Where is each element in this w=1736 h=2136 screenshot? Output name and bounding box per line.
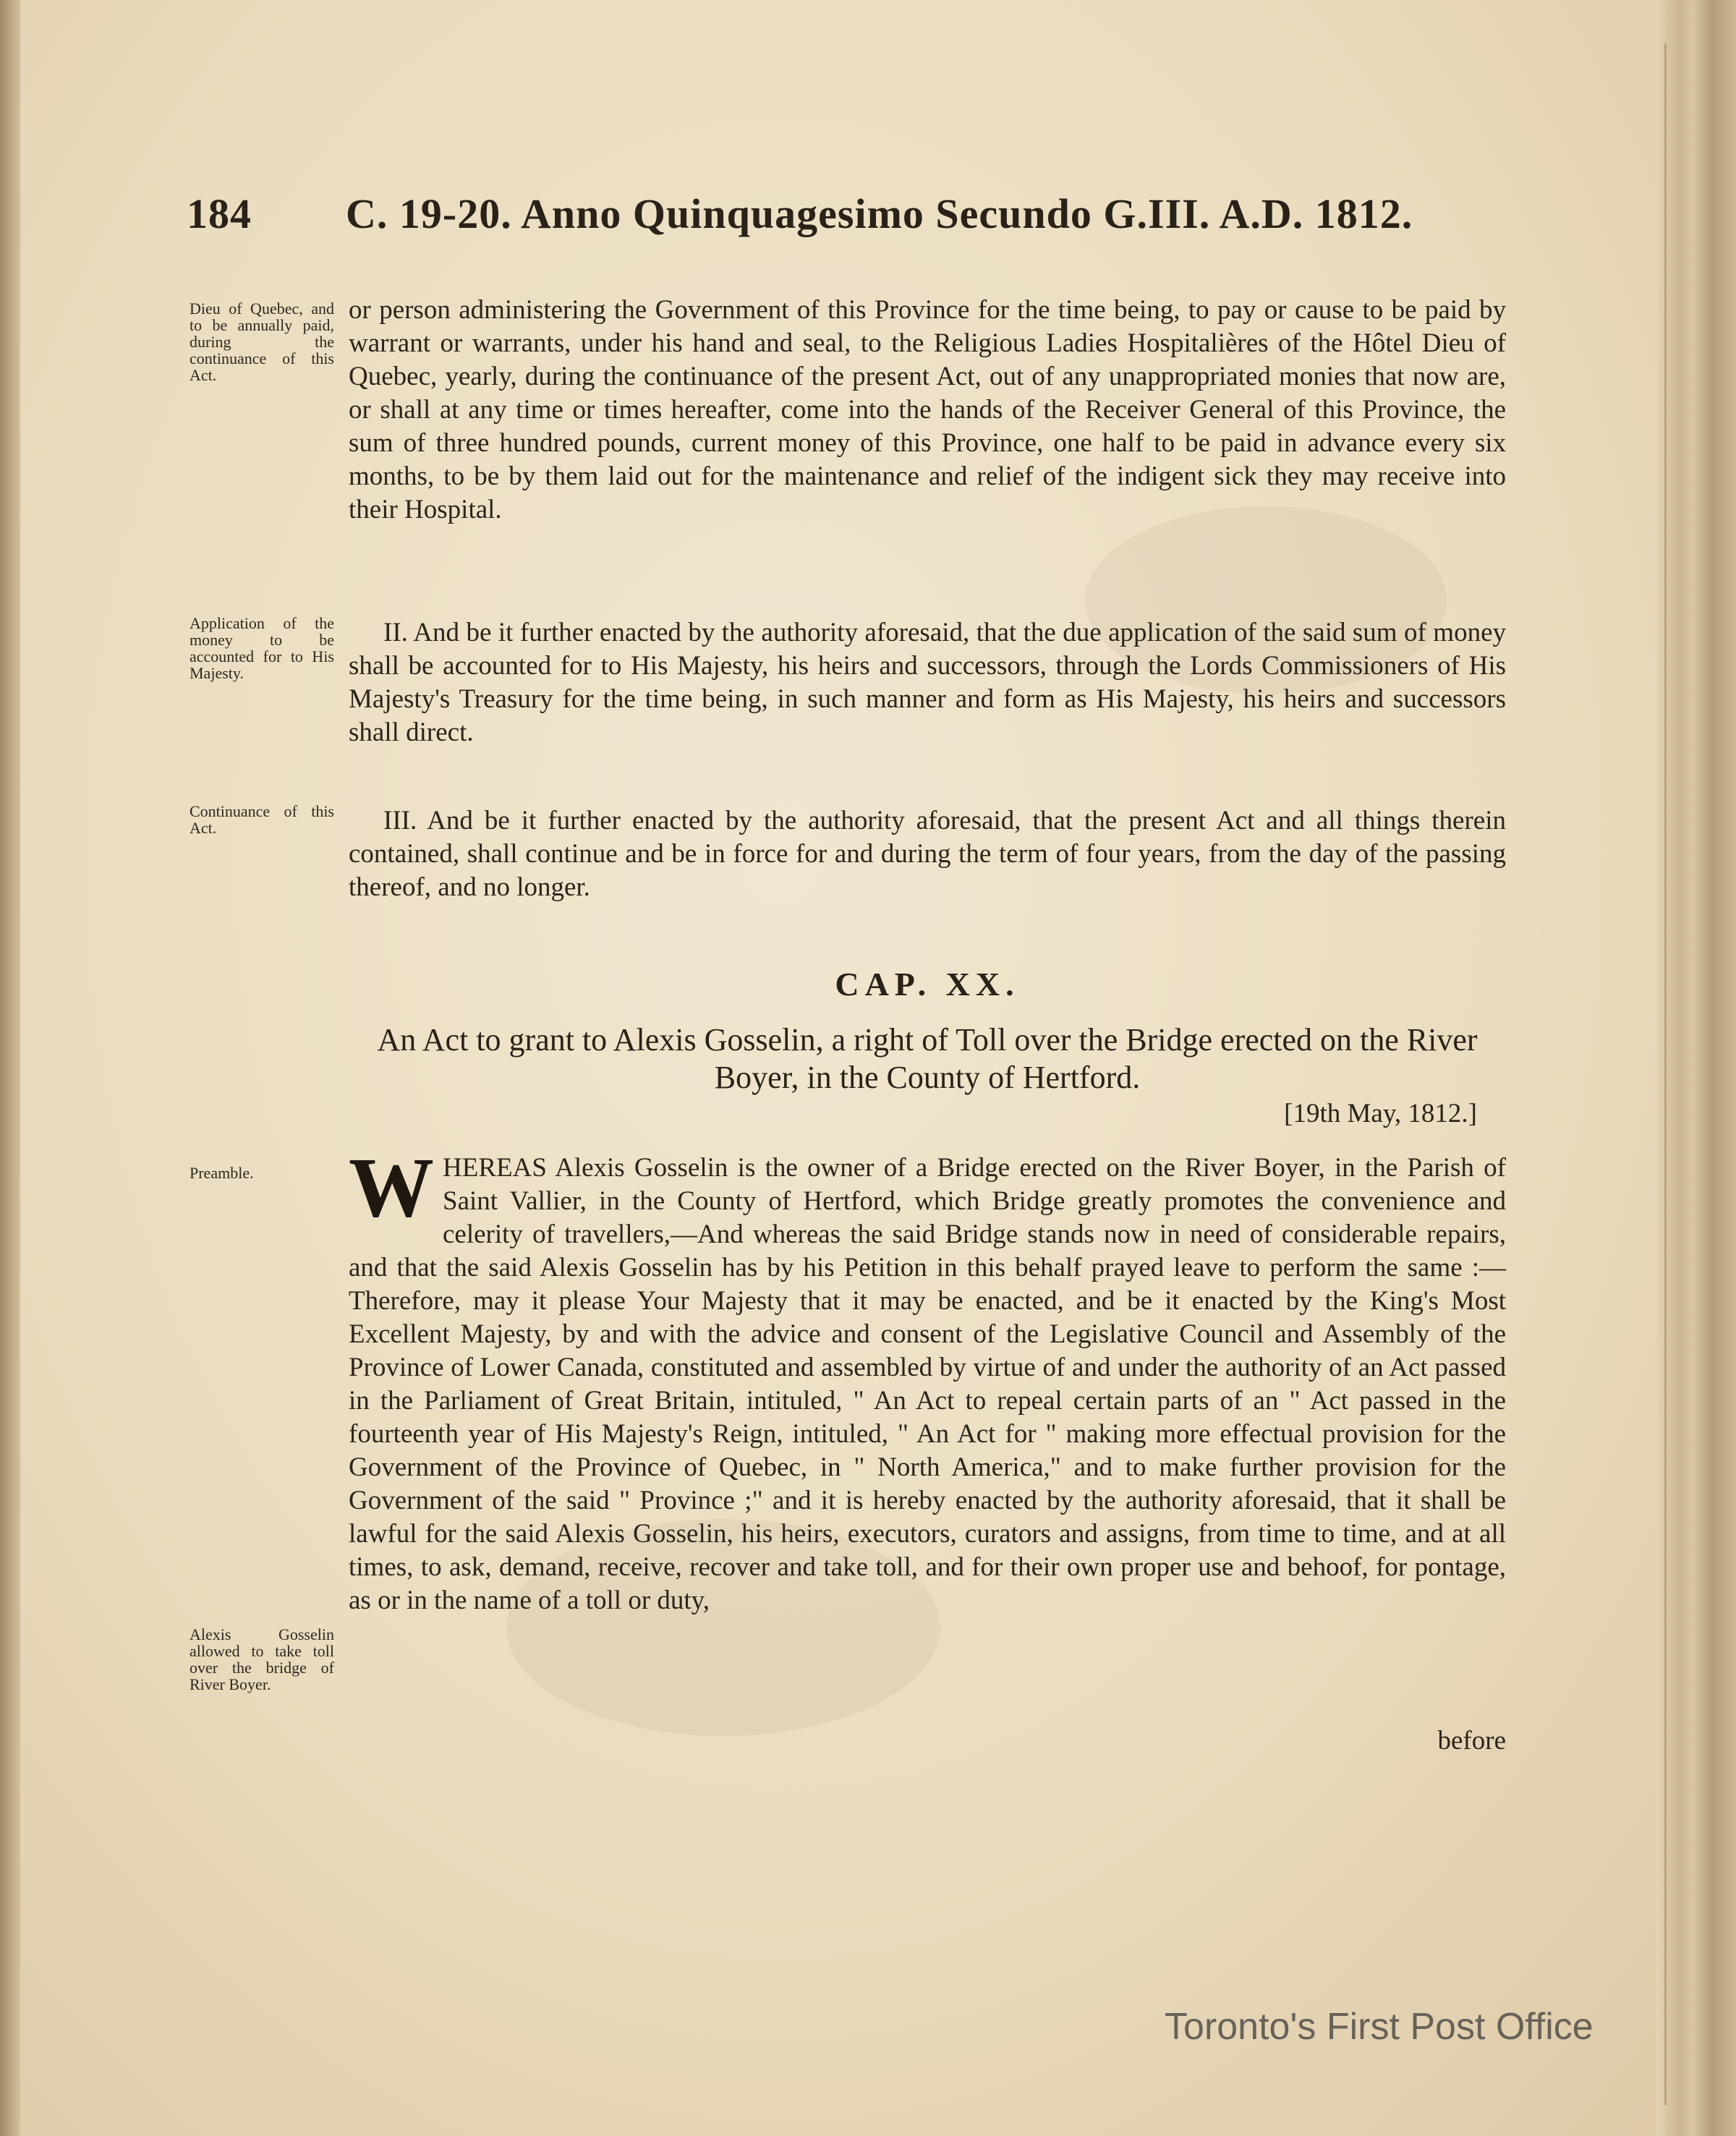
catchword: before (1437, 1726, 1506, 1756)
margin-note-gosselin: Alexis Gosselin allowed to take toll over the bridge of River Boyer. (190, 1625, 334, 1693)
preamble-text: HEREAS Alexis Gosselin is the owner of a Bridge erected on the River Boyer, in the Parish of Saint Vallier, in the County of Hertford, which Bridge greatly promotes the convenience and celerity of travellers,—And whereas the said Bridge stands now in need of considerable repairs, and that the said Alexis Gosselin has by his Petition in this behalf prayed leave to perform the same :— Therefore, may it please Your Majesty that it may be enacted, and be it enacted by the King's Most Excellent Majesty, by and with the advice and consent of the Legislative Council and Assembly of the Province of Lower Canada, constituted and assembled by virtue of and under the authority of an Act passed in the Parliament of Great Britain, intituled, " An Act to repeal certain parts of an " Act passed in the fourteenth year of His Majesty's Reign, intituled, " An Act for " making more effectual provision for the Government of the Province of Quebec, in " North America," and to make further provision for the Government of the said " Province ;" and it is hereby enacted by the authority aforesaid, that it shall be lawful for the said Alexis Gosselin, his heirs, executors, curators and assigns, from time to time, and at all times, to ask, demand, receive, recover and take toll, and for their own proper use and behoof, for pontage, as or in the name of a toll or duty, (349, 1153, 1506, 1615)
binding-gutter (0, 0, 20, 2136)
preamble-paragraph (349, 1140, 1506, 1617)
act-date: [19th May, 1812.] (1284, 1099, 1477, 1128)
chapter-heading: CAP. XX. (835, 966, 1020, 1003)
page-edge (1656, 0, 1736, 2136)
watermark: Toronto's First Post Office (1165, 2006, 1594, 2048)
act-title: An Act to grant to Alexis Gosselin, a right of Toll over the Bridge erected on the River Boyer, in the County of Hertford. (377, 1022, 1478, 1095)
margin-note-hotel-dieu: Dieu of Quebec, and to be annually paid, during the continuance of this Act. (190, 299, 334, 384)
margin-note-application: Application of the money to be accounted for to His Majesty. (190, 614, 334, 682)
paragraph-1: or person administering the Government of this Province for the time being, to pay or cause to be paid by warrant or warrants, under his hand and seal, to the Religious Ladies Hospitalières of the Hôtel Dieu of Quebec, yearly, during the continuance of the present Act, out of any unappropriated monies that now are, or shall at any time or times hereafter, come into the hands of the Receiver General of this Province, the sum of three hundred pounds, current money of this Province, one half to be paid in advance every six months, to be by them laid out for the maintenance and relief of the indigent sick they may receive into their Hospital. (349, 295, 1506, 524)
page-edge-line (1664, 43, 1667, 2105)
drop-cap: W (349, 1140, 434, 1235)
page-number: 184 (187, 190, 252, 237)
paragraph-2: II. And be it further enacted by the authority aforesaid, that the due application of the said sum of money shall be accounted for to His Majesty, his heirs and successors, through the Lords Commissioners of His Majesty's Treasury for the time being, in such manner and form as His Majesty, his heirs and successors shall direct. (349, 618, 1506, 747)
paragraph-3: III. And be it further enacted by the authority aforesaid, that the present Act and all things therein contained, shall continue and be in force for and during the term of four years, from the day of the passing thereof, and no longer. (349, 806, 1506, 902)
running-head (187, 190, 1503, 247)
margin-note-preamble: Preamble. (190, 1164, 254, 1182)
running-title: C. 19-20. Anno Quinquagesimo Secundo G.III. A.D. 1812. (346, 190, 1413, 237)
margin-note-continuance: Continuance of this Act. (190, 802, 334, 837)
